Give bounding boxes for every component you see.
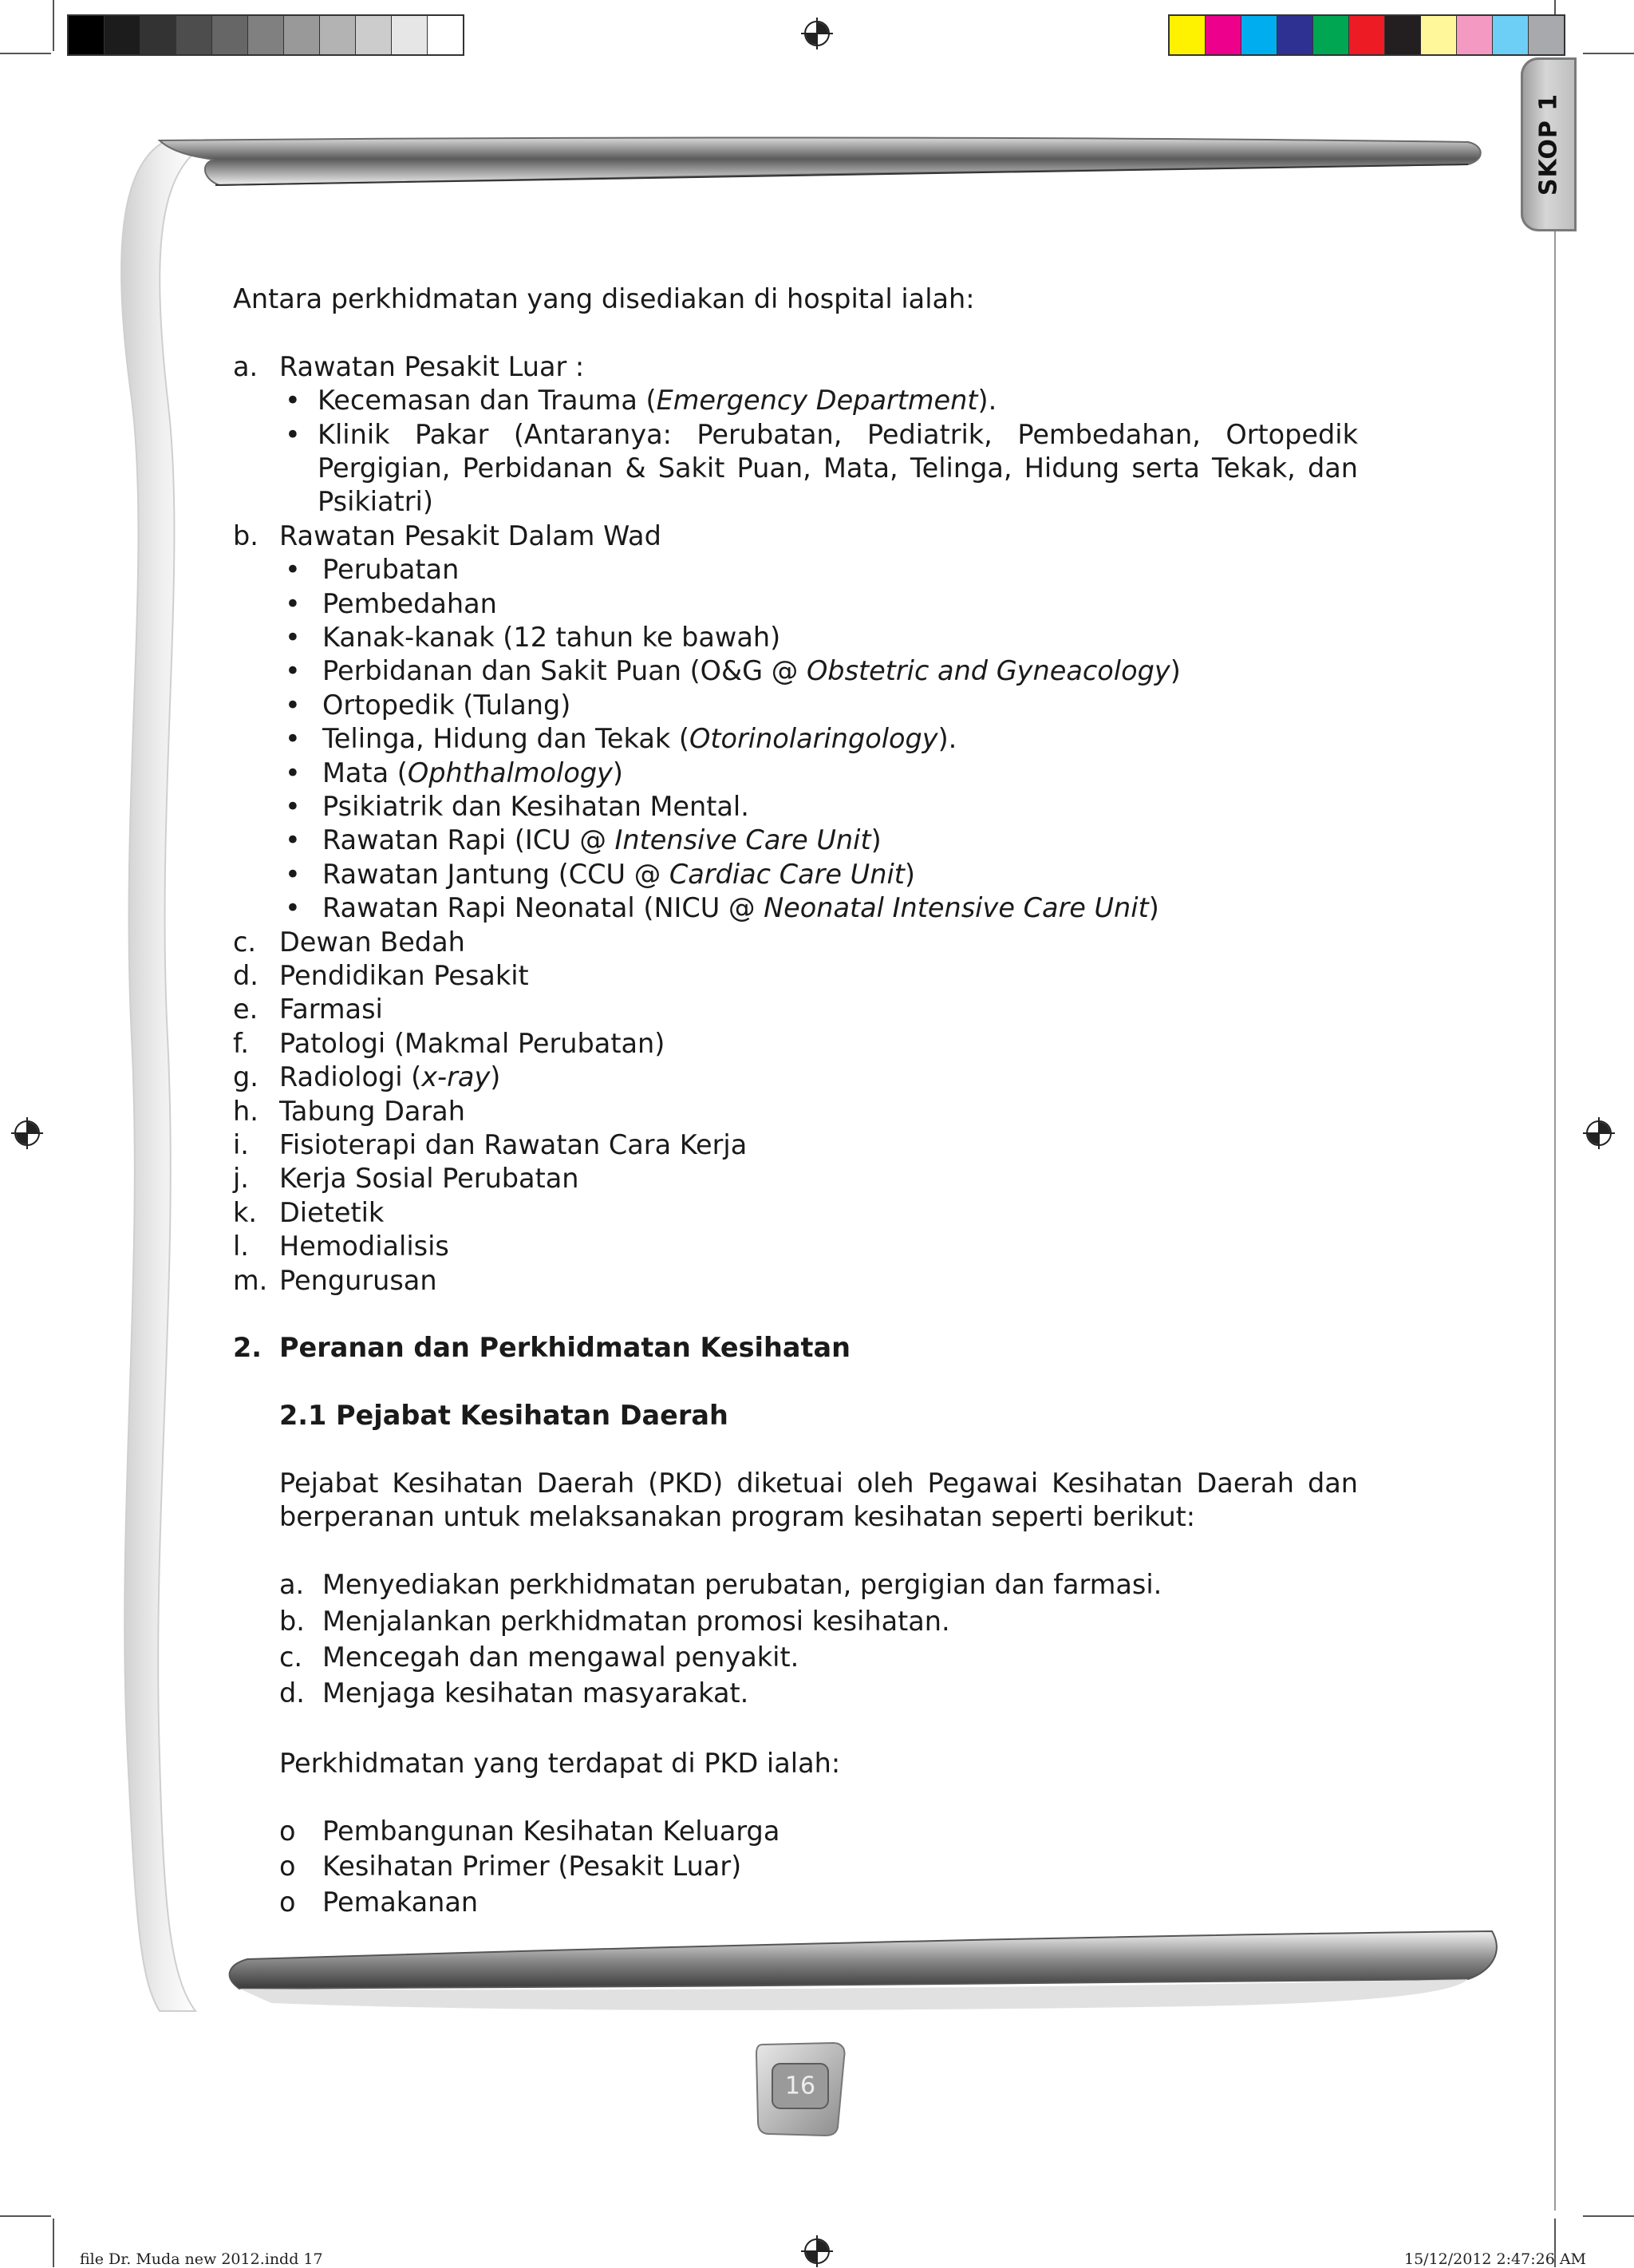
- text-run: ): [870, 824, 882, 856]
- section-number: 2.: [233, 1332, 262, 1364]
- subsection-heading: 2.1 Pejabat Kesihatan Daerah: [279, 1400, 728, 1432]
- list-item: [279, 1061, 500, 1093]
- list-item: [279, 1265, 437, 1296]
- list-b-bullet-item: [322, 824, 882, 855]
- pkd-list-item: Mencegah dan mengawal penyakit.: [322, 1642, 799, 1673]
- list-b-bullet-item: [322, 655, 1181, 686]
- list-b-bullet-item: [322, 622, 780, 653]
- pkd-list-item: Menjaga kesihatan masyarakat.: [322, 1677, 749, 1709]
- bullet-icon: •: [285, 858, 301, 890]
- list-label: c.: [233, 926, 257, 958]
- list-item: [279, 927, 465, 958]
- text-run: Pendidikan Pesakit: [279, 960, 529, 991]
- list-b-bullet-item: [322, 554, 459, 585]
- bullet-icon: •: [285, 418, 301, 450]
- bullet-icon: •: [285, 791, 301, 822]
- list-label: d.: [233, 960, 259, 991]
- list-label: e.: [233, 994, 259, 1025]
- list-a-bullet-item-cont: Pergigian, Perbidanan & Sakit Puan, Mata, Telinga, Hidung serta Tekak, dan: [318, 452, 1358, 484]
- text-run: Patologi (Makmal Perubatan): [279, 1027, 665, 1059]
- text-run: Psikiatrik dan Kesihatan Mental.: [322, 791, 749, 822]
- text-run: Rawatan Rapi Neonatal (NICU @: [322, 892, 764, 924]
- bullet-icon: •: [285, 824, 301, 856]
- text-run: Perubatan: [322, 554, 460, 586]
- italic-term: Cardiac Care Unit: [669, 858, 905, 890]
- list-label: k.: [233, 1196, 258, 1228]
- list-item: [279, 1231, 449, 1262]
- pkd-list-item: Menjalankan perkhidmatan promosi kesihatan.: [322, 1605, 950, 1637]
- text-run: Mata (: [322, 757, 408, 788]
- text-run: Pengurusan: [279, 1264, 437, 1296]
- bullet-icon: •: [285, 723, 301, 755]
- list-item-b: Rawatan Pesakit Dalam Wad: [279, 520, 661, 551]
- text-run: ): [490, 1061, 501, 1093]
- list-b-bullet-item: [322, 723, 957, 754]
- list-label: h.: [233, 1095, 259, 1127]
- paragraph-line: berperanan untuk melaksanakan program kesihatan seperti berikut:: [279, 1501, 1196, 1533]
- list-label: b.: [279, 1605, 305, 1637]
- list-label: o: [279, 1816, 296, 1847]
- list-item: [279, 994, 383, 1025]
- list-label: b.: [233, 520, 259, 551]
- list-item-a: Rawatan Pesakit Luar :: [279, 350, 585, 382]
- list-a-bullet-item: [318, 385, 997, 416]
- list-b-bullet-item: [322, 757, 623, 788]
- list-a-bullet-item: Klinik Pakar (Antaranya: Perubatan, Pediatrik, Pembedahan, Ortopedik: [318, 418, 1358, 450]
- list-item: [279, 1129, 747, 1160]
- list-item: [279, 1096, 465, 1127]
- list-label: m.: [233, 1264, 268, 1296]
- text-run: Pembedahan: [322, 587, 497, 619]
- page-number: 16: [784, 2072, 816, 2100]
- text-run: Perbidanan dan Sakit Puan (O&G @: [322, 655, 807, 687]
- italic-term: Emergency Department: [656, 385, 978, 417]
- pkd-list-item: Menyediakan perkhidmatan perubatan, pergigian dan farmasi.: [322, 1569, 1162, 1601]
- intro-text: Antara perkhidmatan yang disediakan di hospital ialah:: [233, 283, 975, 314]
- list-item: [279, 1028, 665, 1059]
- list-b-bullet-item: [322, 859, 915, 890]
- text-run: Dietetik: [279, 1196, 385, 1228]
- text-run: Radiologi (: [279, 1061, 422, 1093]
- list-label: o: [279, 1851, 296, 1883]
- list-label: g.: [233, 1061, 259, 1093]
- text-run: ): [1170, 655, 1181, 687]
- bullet-icon: •: [285, 587, 301, 619]
- bullet-icon: •: [285, 622, 301, 653]
- italic-term: Obstetric and Gyneacology: [806, 655, 1170, 687]
- text-run: ): [1148, 892, 1159, 924]
- list-a-bullet-item-cont: Psikiatri): [318, 486, 433, 518]
- list-label: c.: [279, 1642, 303, 1673]
- chapter-tab-label: SKOP 1: [1534, 93, 1563, 196]
- pkd-service-item: Pemakanan: [322, 1886, 479, 1918]
- text-run: Fisioterapi dan Rawatan Cara Kerja: [279, 1129, 748, 1160]
- italic-term: Intensive Care Unit: [614, 824, 871, 856]
- list-label: d.: [279, 1677, 305, 1709]
- bullet-icon: •: [285, 757, 301, 788]
- italic-term: x-ray: [421, 1061, 491, 1093]
- list-b-bullet-item: [322, 892, 1159, 923]
- section-heading: Peranan dan Perkhidmatan Kesihatan: [279, 1332, 851, 1364]
- bullet-icon: •: [285, 554, 301, 586]
- pkd-service-item: Pembangunan Kesihatan Keluarga: [322, 1816, 780, 1847]
- text-run: ): [612, 757, 623, 788]
- list-label: j.: [233, 1163, 249, 1195]
- text-run: Farmasi: [279, 994, 383, 1025]
- text-run: ).: [977, 385, 997, 417]
- list-label: f.: [233, 1027, 250, 1059]
- bullet-icon: •: [285, 892, 301, 924]
- paragraph-line: Perkhidmatan yang terdapat di PKD ialah:: [279, 1748, 841, 1780]
- list-label: o: [279, 1886, 296, 1918]
- list-item: [279, 1163, 579, 1194]
- paragraph-line: Pejabat Kesihatan Daerah (PKD) diketuai oleh Pegawai Kesihatan Daerah dan: [279, 1468, 1358, 1499]
- list-b-bullet-item: [322, 791, 749, 822]
- list-label: a.: [279, 1569, 305, 1601]
- text-run: ): [904, 858, 915, 890]
- text-run: Kerja Sosial Perubatan: [279, 1163, 579, 1195]
- list-label: a.: [233, 350, 259, 382]
- bullet-icon: •: [285, 385, 301, 417]
- text-run: Hemodialisis: [279, 1231, 449, 1262]
- pkd-service-item: Kesihatan Primer (Pesakit Luar): [322, 1851, 742, 1883]
- text-run: Rawatan Jantung (CCU @: [322, 858, 669, 890]
- list-item: [279, 960, 529, 991]
- text-run: Kanak-kanak (12 tahun ke bawah): [322, 622, 781, 653]
- text-run: Kecemasan dan Trauma (: [318, 385, 657, 417]
- bullet-icon: •: [285, 689, 301, 721]
- italic-term: Otorinolaringology: [689, 723, 938, 755]
- list-b-bullet-item: [322, 689, 570, 721]
- bullet-icon: •: [285, 655, 301, 687]
- text-run: Dewan Bedah: [279, 926, 465, 958]
- slug-filename: file Dr. Muda new 2012.indd 17: [80, 2250, 323, 2268]
- list-item: [279, 1197, 384, 1228]
- text-run: Tabung Darah: [279, 1095, 465, 1127]
- text-run: ).: [937, 723, 957, 755]
- italic-term: Neonatal Intensive Care Unit: [764, 892, 1149, 924]
- list-label: l.: [233, 1231, 249, 1262]
- italic-term: Ophthalmology: [407, 757, 613, 788]
- text-run: Ortopedik (Tulang): [322, 689, 571, 721]
- text-run: Rawatan Rapi (ICU @: [322, 824, 615, 856]
- slug-timestamp: 15/12/2012 2:47:26 AM: [1404, 2250, 1587, 2268]
- list-b-bullet-item: [322, 588, 497, 619]
- list-label: i.: [233, 1129, 249, 1160]
- text-run: Telinga, Hidung dan Tekak (: [322, 723, 689, 755]
